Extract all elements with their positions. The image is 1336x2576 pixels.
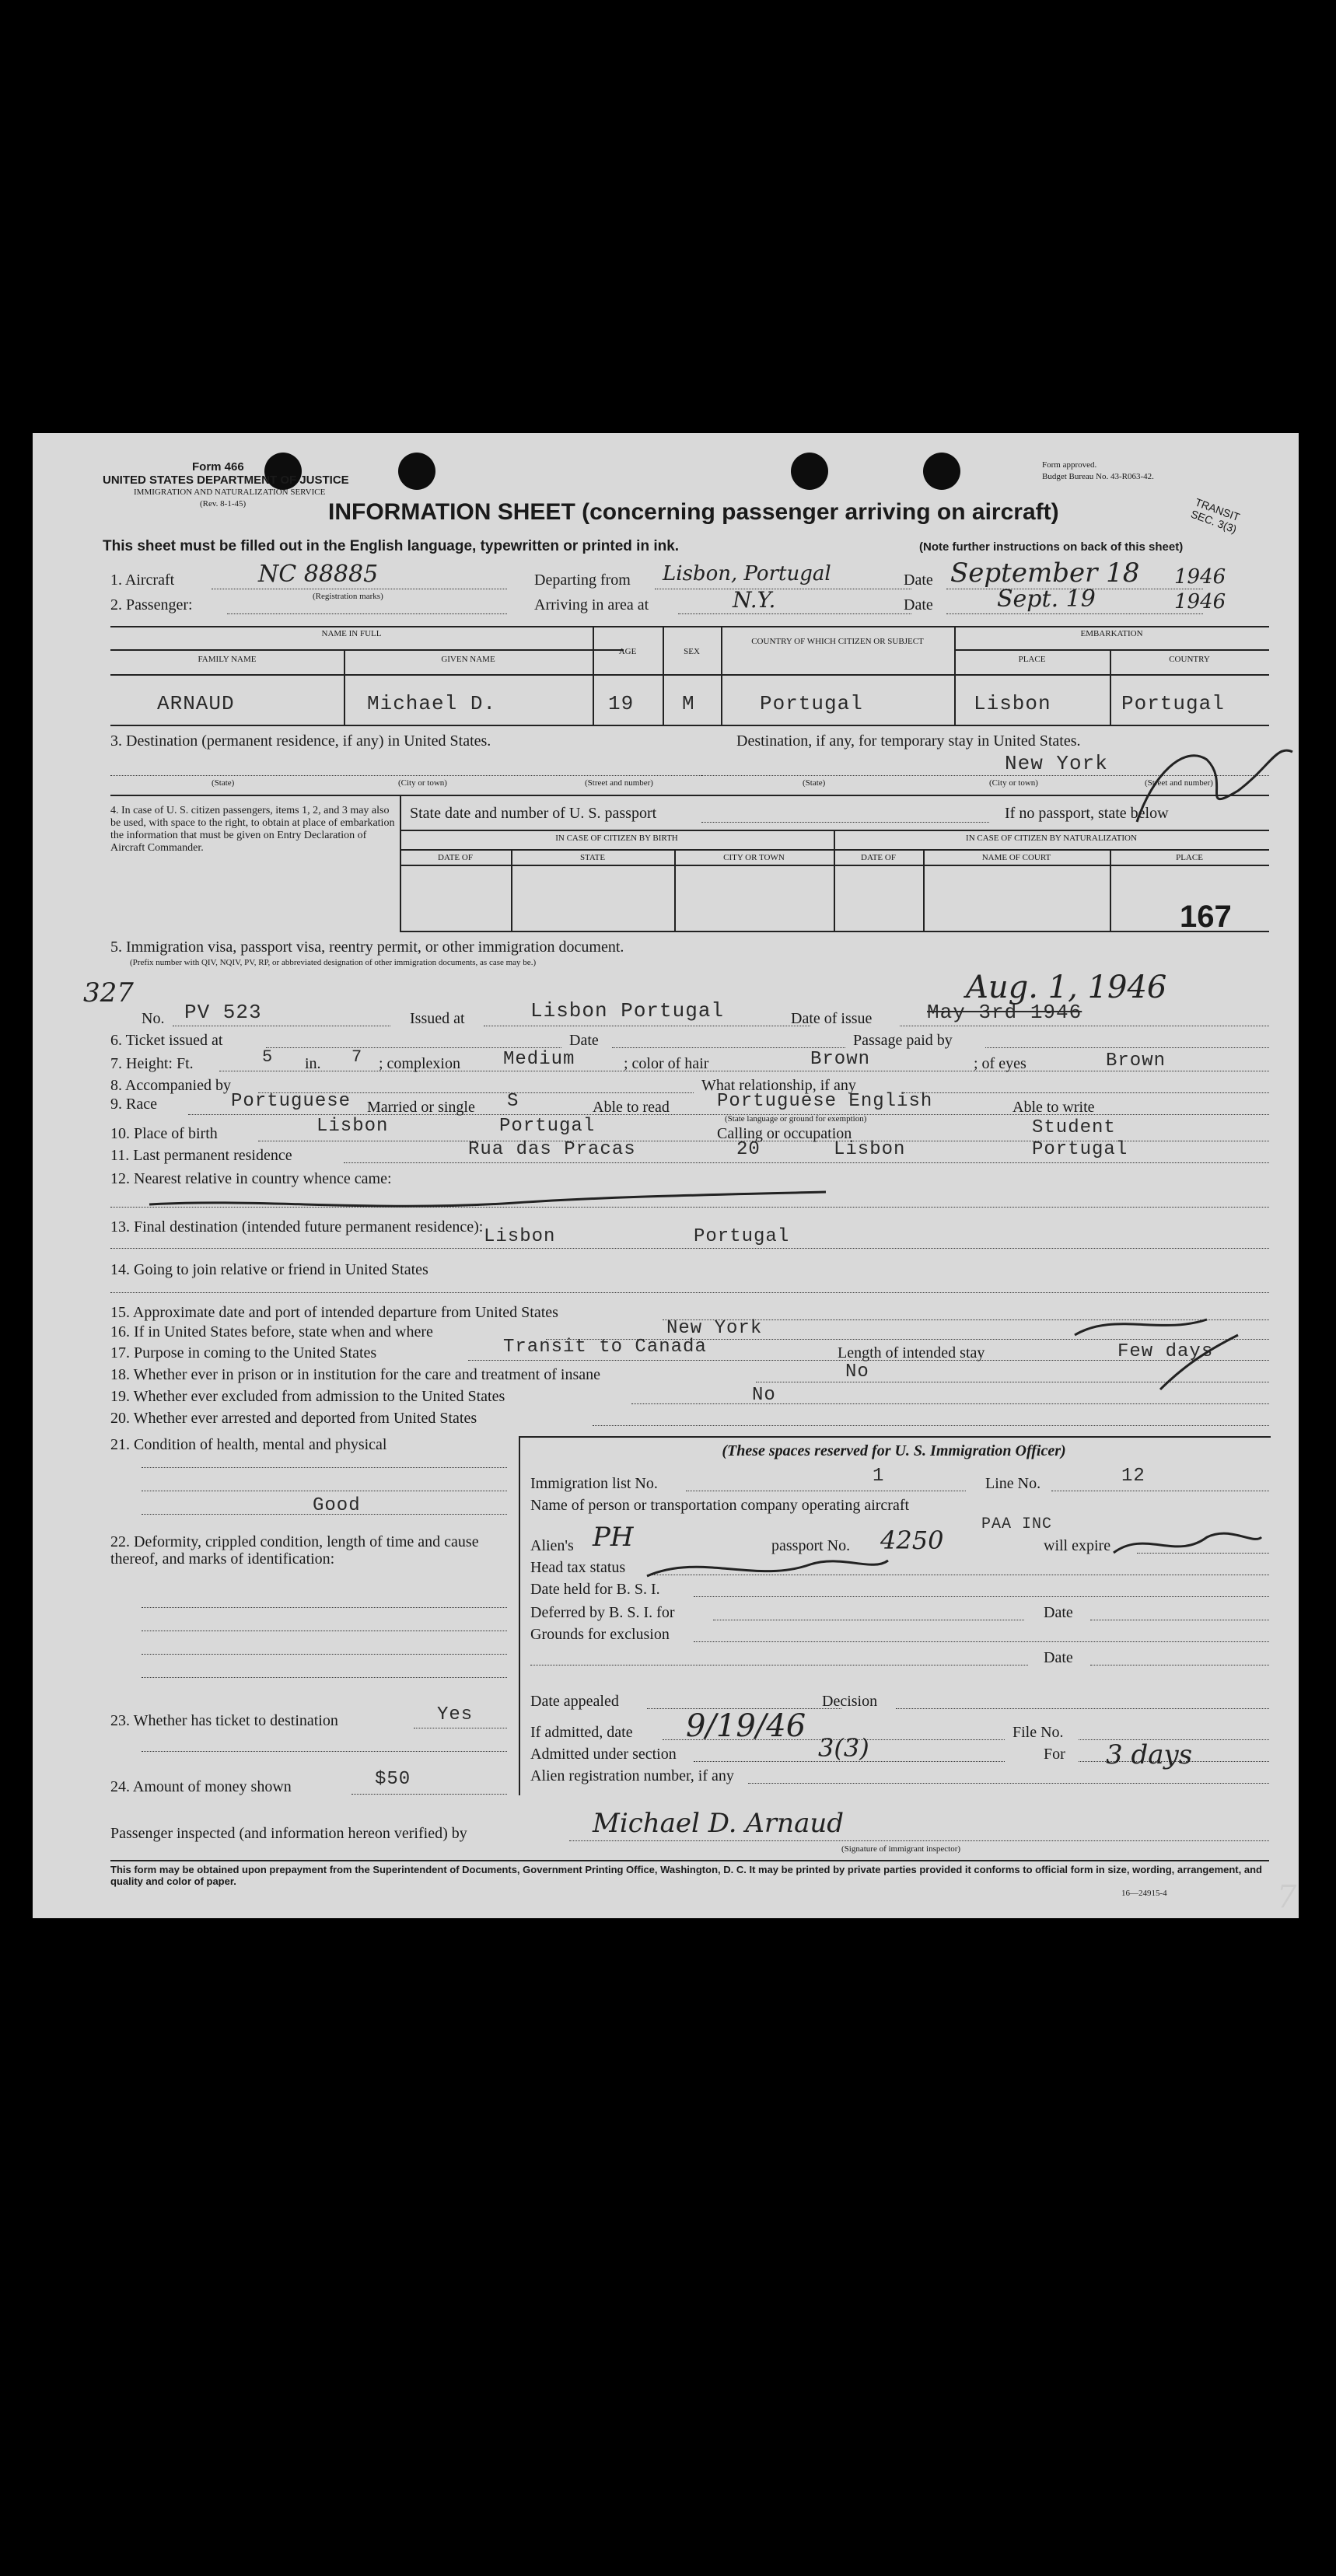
line-no-value: 12 <box>1121 1466 1145 1487</box>
height-in-value: 7 <box>351 1047 363 1067</box>
budget-bureau: Budget Bureau No. 43-R063-42. <box>1042 472 1154 481</box>
given-name-header: GIVEN NAME <box>441 655 495 664</box>
item-24-label: 24. Amount of money shown <box>110 1778 292 1795</box>
gpo-code: 16—24915-4 <box>1121 1889 1167 1898</box>
sheet-number: 167 <box>1180 900 1232 934</box>
expire-scribble <box>1106 1522 1269 1568</box>
visa-hand-number: 327 <box>83 977 134 1008</box>
item-14-label: 14. Going to join relative or friend in United States <box>110 1261 428 1278</box>
held-label: Date held for B. S. I. <box>530 1581 660 1598</box>
grounds-label: Grounds for exclusion <box>530 1626 670 1643</box>
arriving-value: N.Y. <box>733 587 776 613</box>
item-15-label: 15. Approximate date and port of intended departure from United States <box>110 1304 558 1321</box>
inspected-label: Passenger inspected (and information hereon verified) by <box>110 1825 467 1842</box>
visa-prefix: (Prefix number with QIV, NQIV, PV, RP, or abbreviated designation of other immigration documents, as case may be.) <box>130 958 537 967</box>
issued-at-value: Lisbon Portugal <box>530 999 725 1022</box>
year-value-1: 1946 <box>1174 565 1226 589</box>
final-dest-country: Portugal <box>694 1226 790 1247</box>
line-no-label: Line No. <box>985 1475 1041 1492</box>
birthplace-country: Portugal <box>499 1116 596 1137</box>
revision: (Rev. 8-1-45) <box>200 499 247 509</box>
item-6-date-label: Date <box>569 1032 599 1049</box>
file-no-label: File No. <box>1012 1724 1064 1741</box>
page-title: INFORMATION SHEET (concerning passenger arriving on aircraft) <box>328 499 1059 525</box>
date-of-issue-hand: Aug. 1, 1946 <box>966 970 1167 1005</box>
departing-label: Departing from <box>534 571 631 589</box>
sex-value: M <box>682 692 695 715</box>
item-11-label: 11. Last permanent residence <box>110 1147 292 1164</box>
list-no-value: 1 <box>873 1466 885 1487</box>
for-label: For <box>1044 1746 1065 1763</box>
prison-value: No <box>845 1361 869 1382</box>
court-header: NAME OF COURT <box>981 853 1051 862</box>
residence-street: Rua das Pracas <box>468 1139 636 1160</box>
item-12-label: 12. Nearest relative in country whence came: <box>110 1170 392 1187</box>
residence-city: Lisbon <box>834 1139 906 1160</box>
item-12-scribble <box>142 1172 841 1218</box>
visa-label: 5. Immigration visa, passport visa, reentry permit, or other immigration document. <box>110 938 624 956</box>
before-value: New York <box>666 1318 763 1339</box>
birthplace-city: Lisbon <box>317 1116 389 1137</box>
list-no-label: Immigration list No. <box>530 1475 658 1492</box>
stay-scribble <box>1067 1304 1285 1397</box>
country-value: Portugal <box>1121 692 1225 715</box>
passport-no-value: 4250 <box>880 1526 944 1555</box>
item-9-label: 9. Race <box>110 1096 157 1113</box>
note: (Note further instructions on back of this sheet) <box>919 540 1184 554</box>
date-value-1: September 18 <box>950 557 1140 589</box>
headtax-label: Head tax status <box>530 1559 626 1576</box>
form-number: Form 466 <box>192 460 244 474</box>
complexion-label: ; complexion <box>379 1055 460 1072</box>
naturalization-header: IN CASE OF CITIZEN BY NATURALIZATION <box>966 834 1137 843</box>
date-value-2: Sept. 19 <box>997 585 1096 613</box>
visa-no-label: No. <box>142 1010 165 1027</box>
print-note: This form may be obtained upon prepayment from the Superintendent of Documents, Government Printing Office, Washington, D. C. It may be printed by private parties provided it conforms to official form in size, wording, arrangement, and quality and color of paper. <box>110 1864 1262 1887</box>
item-16-label: 16. If in United States before, state when and where <box>110 1323 433 1340</box>
item-6-label: 6. Ticket issued at <box>110 1032 223 1049</box>
marital-value: S <box>507 1091 519 1112</box>
residence-number: 20 <box>736 1139 761 1160</box>
place-header: PLACE <box>1018 655 1046 664</box>
state-header: STATE <box>579 853 606 862</box>
company-label: Name of person or transportation company operating aircraft <box>530 1497 910 1514</box>
item-20-label: 20. Whether ever arrested and deported from United States <box>110 1410 477 1427</box>
company-value: PAA INC <box>981 1515 1053 1533</box>
name-in-full-header: NAME IN FULL <box>321 629 382 638</box>
aliens-scribble: PH <box>593 1522 634 1553</box>
date-of-header: DATE OF <box>438 853 473 862</box>
state-caption: (State) <box>212 778 235 788</box>
date-of-issue-label: Date of issue <box>791 1010 873 1027</box>
language-caption: (State language or ground for exemption) <box>725 1114 867 1124</box>
admitted-label: If admitted, date <box>530 1724 633 1741</box>
deferred-label: Deferred by B. S. I. for <box>530 1604 675 1621</box>
admitted-date-scribble: 9/19/46 <box>686 1708 806 1744</box>
passport-label: State date and number of U. S. passport <box>410 805 657 822</box>
passenger-label: 2. Passenger: <box>110 596 193 613</box>
aircraft-value: NC 88885 <box>258 561 379 588</box>
citizen-value: Portugal <box>760 692 863 715</box>
occupation-value: Student <box>1032 1117 1116 1138</box>
headtax-scribble <box>639 1545 896 1592</box>
no-passport-label: If no passport, state below <box>1005 805 1169 822</box>
reg-marks: (Registration marks) <box>313 592 383 601</box>
date-label: Date <box>904 571 933 589</box>
city-header: CITY OR TOWN <box>723 853 785 862</box>
year-value-2: 1946 <box>1174 590 1226 613</box>
instruction: This sheet must be filled out in the English language, typewritten or printed in ink. <box>103 538 680 554</box>
decision-label: Decision <box>822 1693 878 1710</box>
hair-label: ; color of hair <box>624 1055 709 1072</box>
arriving-label: Arriving in area at <box>534 596 649 613</box>
eyes-label: ; of eyes <box>974 1055 1026 1072</box>
excluded-value: No <box>752 1385 776 1406</box>
citizen-note: 4. In case of U. S. citizen passengers, items 1, 2, and 3 may also be used, with space to the right, to obtain at place of embarkation the information that must be given on Entry Declaration of Aircraft Commander. <box>110 805 395 854</box>
item-10-label: 10. Place of birth <box>110 1125 218 1142</box>
stay-value: Few days <box>1117 1341 1214 1362</box>
aircraft-label: 1. Aircraft <box>110 571 175 589</box>
hair-value: Brown <box>810 1049 871 1070</box>
aliens-label: Alien's <box>530 1537 574 1554</box>
alien-reg-label: Alien registration number, if any <box>530 1767 734 1784</box>
date-of-issue-value: May 3rd 1946 <box>927 1001 1082 1024</box>
complexion-value: Medium <box>503 1049 575 1070</box>
passport-no-label: passport No. <box>771 1537 851 1554</box>
item-22-label: 22. Deformity, crippled condition, length of time and cause thereof, and marks of identification: <box>110 1533 479 1568</box>
departing-value: Lisbon, Portugal <box>663 562 831 585</box>
given-name-value: Michael D. <box>367 692 497 715</box>
item-19-label: 19. Whether ever excluded from admission to the United States <box>110 1388 505 1405</box>
family-name-header: FAMILY NAME <box>198 655 257 664</box>
visa-no-value: PV 523 <box>184 1001 262 1024</box>
temp-destination-label: Destination, if any, for temporary stay in United States. <box>736 732 1081 750</box>
date-label-2: Date <box>904 596 933 613</box>
for-scribble: 3 days <box>1106 1739 1193 1770</box>
item-7-label: 7. Height: Ft. <box>110 1055 194 1072</box>
marital-label: Married or single <box>367 1099 475 1116</box>
punch-hole <box>398 453 435 490</box>
issued-at-label: Issued at <box>410 1010 465 1027</box>
item-23-label: 23. Whether has ticket to destination <box>110 1712 338 1729</box>
section-scribble: 3(3) <box>818 1733 869 1763</box>
health-value: Good <box>313 1495 361 1516</box>
country-header: COUNTRY <box>1169 655 1210 664</box>
punch-hole <box>923 453 960 490</box>
race-value: Portuguese <box>231 1091 351 1112</box>
punch-hole <box>791 453 828 490</box>
eyes-value: Brown <box>1106 1050 1166 1071</box>
deferred-date-label: Date <box>1044 1604 1073 1621</box>
signature-caption: (Signature of immigrant inspector) <box>841 1844 961 1854</box>
age-value: 19 <box>608 692 635 715</box>
birth-header: IN CASE OF CITIZEN BY BIRTH <box>555 834 678 843</box>
height-in-label: in. <box>305 1055 321 1072</box>
write-label: Able to write <box>1012 1099 1095 1116</box>
information-sheet <box>33 433 1299 1918</box>
final-dest-city: Lisbon <box>484 1226 556 1247</box>
purpose-value: Transit to Canada <box>503 1337 707 1358</box>
appealed-label: Date appealed <box>530 1693 619 1710</box>
item-17-label: 17. Purpose in coming to the United States <box>110 1344 377 1361</box>
city-caption-2: (City or town) <box>989 778 1038 788</box>
street-caption: (Street and number) <box>585 778 653 788</box>
destination-label: 3. Destination (permanent residence, if any) in United States. <box>110 732 491 750</box>
embarkation-header: EMBARKATION <box>1080 629 1143 638</box>
height-ft-value: 5 <box>262 1047 274 1067</box>
sex-header: SEX <box>684 647 700 656</box>
place-header-2: PLACE <box>1176 853 1203 862</box>
item-18-label: 18. Whether ever in prison or in institution for the care and treatment of insane <box>110 1366 600 1383</box>
money-value: $50 <box>375 1769 411 1790</box>
age-header: AGE <box>618 647 637 656</box>
expire-label: will expire <box>1044 1537 1111 1554</box>
citizen-header: COUNTRY OF WHICH CITIZEN OR SUBJECT <box>751 637 924 646</box>
section-label: Admitted under section <box>530 1746 677 1763</box>
inspector-signature: Michael D. Arnaud <box>593 1808 844 1839</box>
city-caption: (City or town) <box>398 778 447 788</box>
department: UNITED STATES DEPARTMENT OF JUSTICE <box>103 474 349 487</box>
page-number: 7 <box>1277 1879 1297 1915</box>
residence-country: Portugal <box>1032 1139 1128 1160</box>
officer-title: (These spaces reserved for U. S. Immigration Officer) <box>722 1442 1066 1459</box>
date-of-header-2: DATE OF <box>861 853 896 862</box>
destination-scribble <box>1121 729 1300 845</box>
item-6-paid-label: Passage paid by <box>853 1032 953 1049</box>
form-approved: Form approved. <box>1042 460 1097 470</box>
temp-destination-value: New York <box>1005 752 1108 775</box>
stay-label: Length of intended stay <box>838 1344 985 1361</box>
transit-stamp: TRANSIT SEC. 3(3) <box>1189 495 1242 536</box>
item-21-label: 21. Condition of health, mental and physical <box>110 1436 387 1453</box>
place-value: Lisbon <box>974 692 1051 715</box>
service: IMMIGRATION AND NATURALIZATION SERVICE <box>134 488 326 497</box>
street-caption-2: (Street and number) <box>1145 778 1213 788</box>
read-label: Able to read <box>593 1099 670 1116</box>
ticket-value: Yes <box>437 1704 474 1725</box>
item-8-label: 8. Accompanied by <box>110 1077 231 1094</box>
read-value: Portuguese English <box>717 1091 933 1112</box>
item-13-label: 13. Final destination (intended future permanent residence): <box>110 1218 484 1236</box>
family-name-value: ARNAUD <box>157 692 235 715</box>
occupation-label: Calling or occupation <box>717 1125 852 1142</box>
grounds-date-label: Date <box>1044 1649 1073 1666</box>
relationship-label: What relationship, if any <box>701 1077 856 1094</box>
state-caption-2: (State) <box>803 778 826 788</box>
